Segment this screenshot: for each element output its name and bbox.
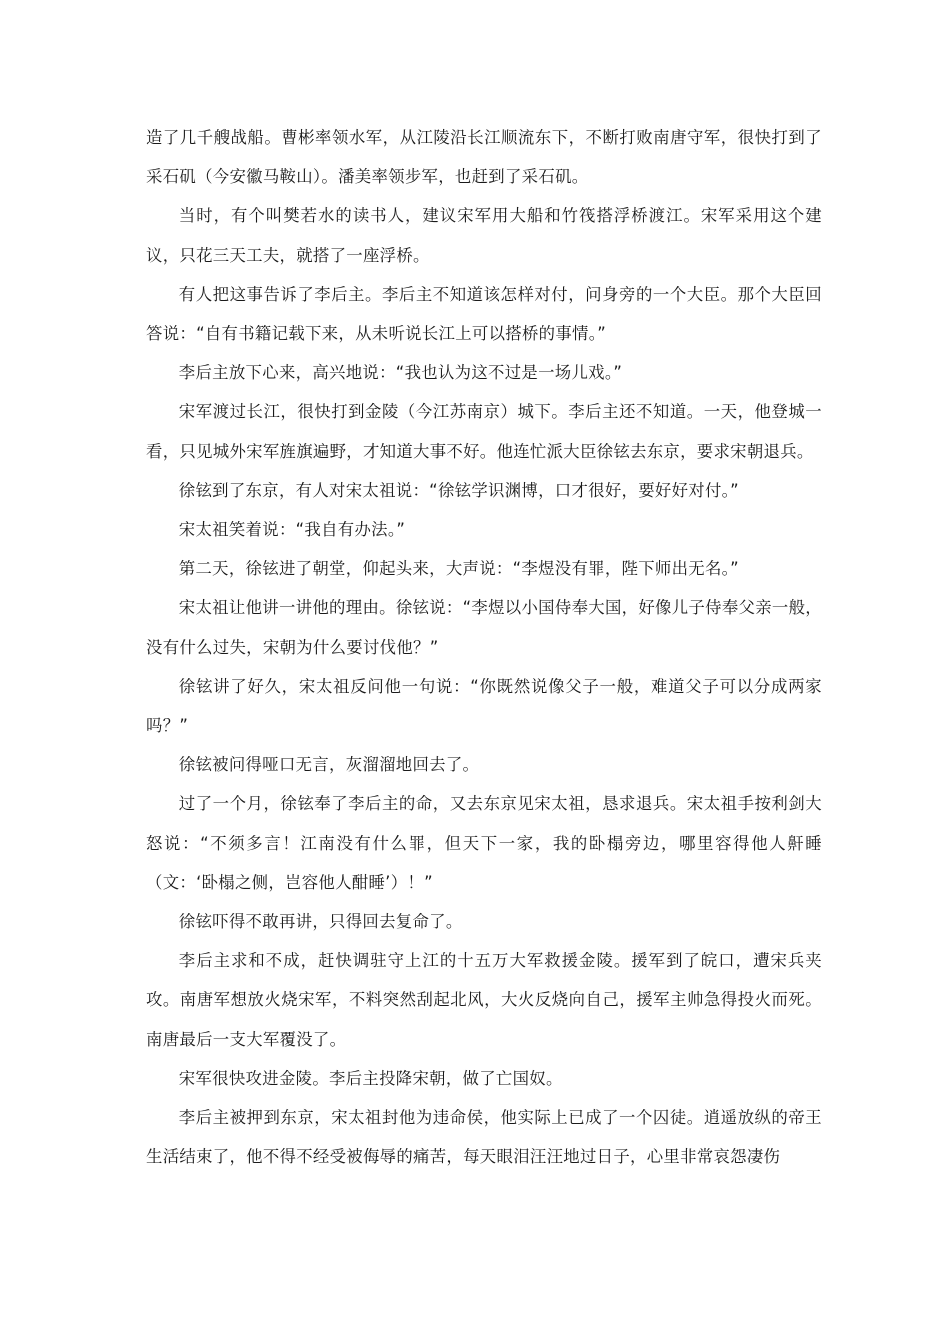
paragraph: 有人把这事告诉了李后主。李后主不知道该怎样对付，问身旁的一个大臣。那个大臣回答说：“自有书籍记载下来，从未听说长江上可以搭桥的事情。”	[146, 284, 822, 344]
paragraph: 李后主放下心来，高兴地说：“我也认为这不过是一场儿戏。”	[178, 363, 623, 383]
paragraph: 第二天，徐铉进了朝堂，仰起头来，大声说：“李煜没有罪，陛下师出无名。”	[178, 559, 739, 579]
paragraph: 徐铉吓得不敢再讲，只得回去复命了。	[178, 912, 463, 932]
paragraph: 徐铉被问得哑口无言，灰溜溜地回去了。	[178, 755, 480, 775]
paragraph: 当时，有个叫樊若水的读书人，建议宋军用大船和竹筏搭浮桥渡江。宋军采用这个建议，只花三天工夫，就搭了一座浮桥。	[146, 206, 822, 265]
paragraph: 宋太祖让他讲一讲他的理由。徐铉说：“李煜以小国侍奉大国，好像儿子侍奉父亲一般，没有什么过失，宋朝为什么要讨伐他？”	[146, 598, 822, 657]
paragraph: 徐铉到了东京，有人对宋太祖说：“徐铉学识渊博，口才很好，要好好对付。”	[178, 480, 739, 500]
paragraph: 过了一个月，徐铉奉了李后主的命，又去东京见宋太祖，恳求退兵。宋太祖手按利剑大怒说：“不须多言！江南没有什么罪，但天下一家，我的卧榻旁边，哪里容得他人鼾睡（文：‘卧榻之侧，岂容他人酣睡’）！”	[146, 794, 822, 892]
paragraph: 造了几千艘战船。曹彬率领水军，从江陵沿长江顺流东下，不断打败南唐守军，很快打到了采石矶（今安徽马鞍山）。潘美率领步军，也赶到了采石矶。	[146, 128, 822, 187]
paragraph: 宋太祖笑着说：“我自有办法。”	[178, 520, 406, 540]
paragraph: 宋军渡过长江，很快打到金陵（今江苏南京）城下。李后主还不知道。一天，他登城一看，只见城外宋军旌旗遍野，才知道大事不好。他连忙派大臣徐铉去东京，要求宋朝退兵。	[146, 402, 822, 461]
paragraph: 宋军很快攻进金陵。李后主投降宋朝，做了亡国奴。	[178, 1068, 563, 1088]
paragraph: 李后主求和不成，赶快调驻守上江的十五万大军救援金陵。援军到了皖口，遭宋兵夹攻。南唐军想放火烧宋军，不料突然刮起北风，大火反烧向自己，援军主帅急得投火而死。南唐最后一支大军覆没了。	[146, 951, 822, 1049]
paragraph: 徐铉讲了好久，宋太祖反问他一句说：“你既然说像父子一般，难道父子可以分成两家吗？”	[146, 676, 822, 736]
body-text	[146, 118, 822, 1176]
paragraph: 李后主被押到东京，宋太祖封他为违命侯，他实际上已成了一个囚徒。逍遥放纵的帝王生活结束了，他不得不经受被侮辱的痛苦，每天眼泪汪汪地过日子，心里非常哀怨凄伤	[146, 1108, 822, 1167]
